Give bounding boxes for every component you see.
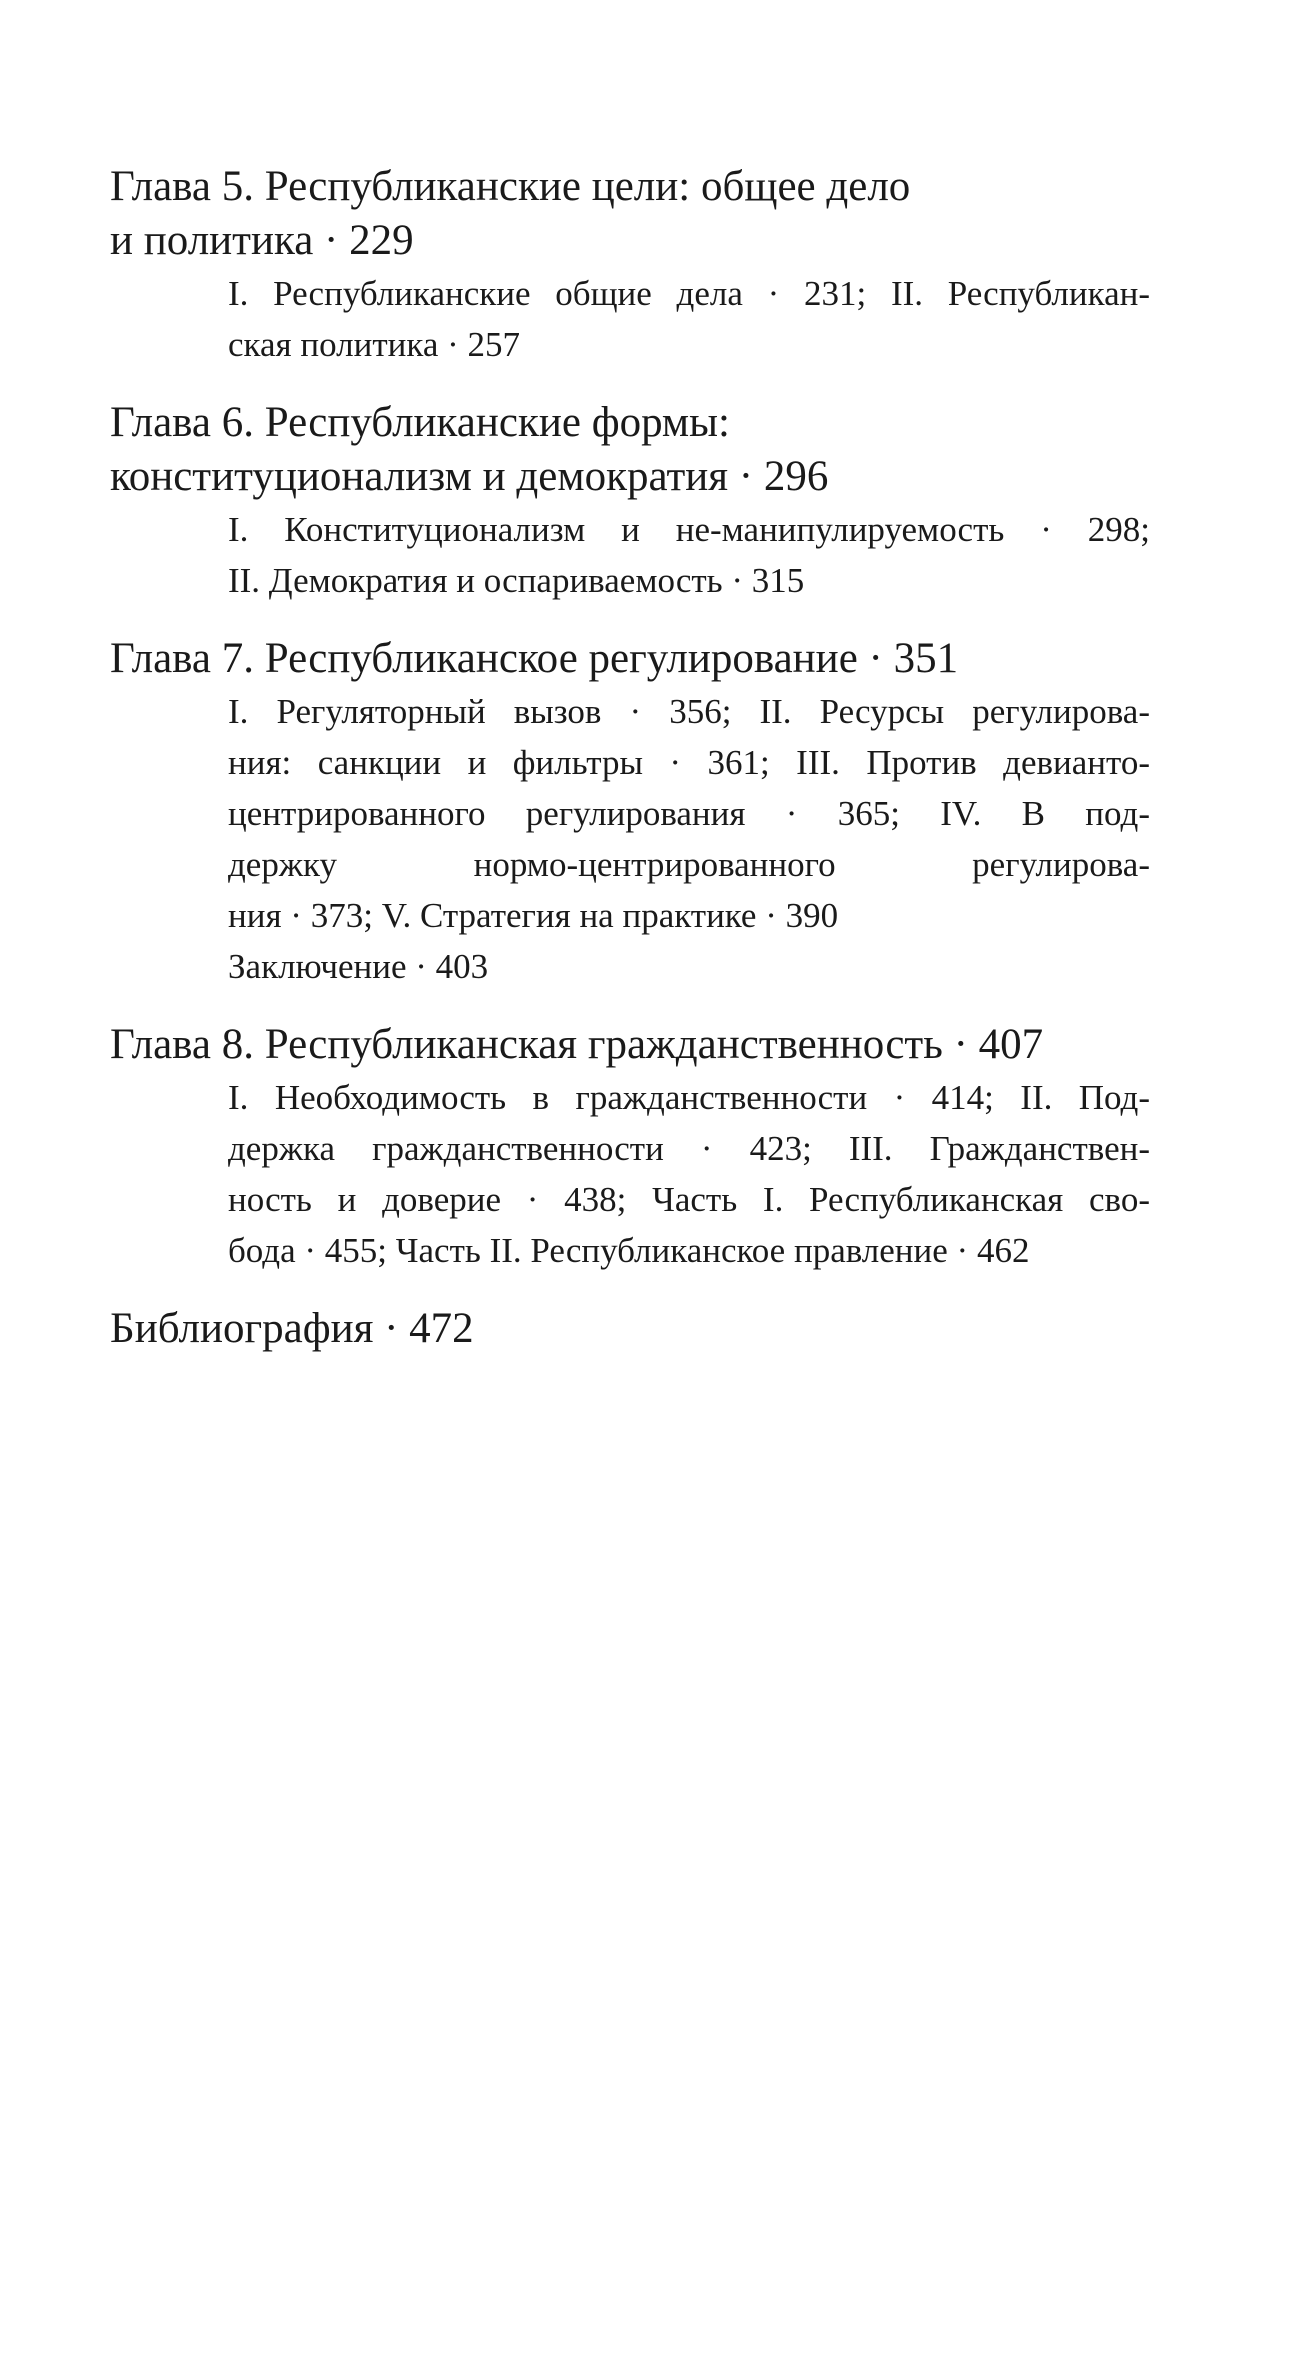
section-line: ность и доверие · 438; Часть I. Республиканская сво-	[228, 1180, 1150, 1219]
section-line: ская политика · 257	[228, 325, 521, 364]
chapter-title-line: Глава 5. Республиканские цели: общее дело	[110, 163, 911, 210]
section-line: I. Необходимость в гражданственности · 414; II. Под-	[228, 1078, 1150, 1117]
chapter-sections	[228, 686, 1150, 992]
section-line: II. Демократия и оспариваемость · 315	[228, 561, 805, 600]
section-line: ния: санкции и фильтры · 361; III. Против девианто-	[228, 743, 1150, 782]
chapter-sections	[228, 504, 1150, 606]
chapter-title-line: конституционализм и демократия · 296	[110, 453, 829, 500]
chapter-title	[110, 632, 1150, 686]
chapter-6	[110, 396, 1150, 606]
chapter-5	[110, 160, 1150, 370]
section-line: I. Регуляторный вызов · 356; II. Ресурсы регулирова-	[228, 692, 1150, 731]
chapter-title	[110, 1018, 1150, 1072]
chapter-7	[110, 632, 1150, 992]
chapter-title-line: и политика · 229	[110, 217, 414, 264]
section-line: центрированного регулирования · 365; IV. В под-	[228, 794, 1150, 833]
chapter-title-line: Глава 8. Республиканская гражданственность · 407	[110, 1021, 1044, 1068]
section-line: держку нормо-центрированного регулирова-	[228, 845, 1150, 884]
chapter-title	[110, 160, 1150, 268]
section-line: I. Республиканские общие дела · 231; II. Республикан-	[228, 274, 1150, 313]
section-line: ния · 373; V. Стратегия на практике · 390	[228, 896, 839, 935]
section-line: I. Конституционализм и не-манипулируемость · 298;	[228, 510, 1150, 549]
chapter-sections	[228, 1072, 1150, 1276]
chapter-title-line: Глава 6. Республиканские формы:	[110, 399, 730, 446]
section-line: держка гражданственности · 423; III. Гражданствен-	[228, 1129, 1150, 1168]
section-line: бода · 455; Часть II. Республиканское правление · 462	[228, 1231, 1030, 1270]
conclusion-entry: Заключение · 403	[228, 947, 489, 986]
chapter-title-line: Глава 7. Республиканское регулирование · 351	[110, 635, 959, 682]
chapter-sections	[228, 268, 1150, 370]
chapter-title	[110, 396, 1150, 504]
chapter-8	[110, 1018, 1150, 1276]
bibliography-entry: Библиография · 472	[110, 1305, 474, 1352]
table-of-contents	[110, 160, 1150, 1356]
